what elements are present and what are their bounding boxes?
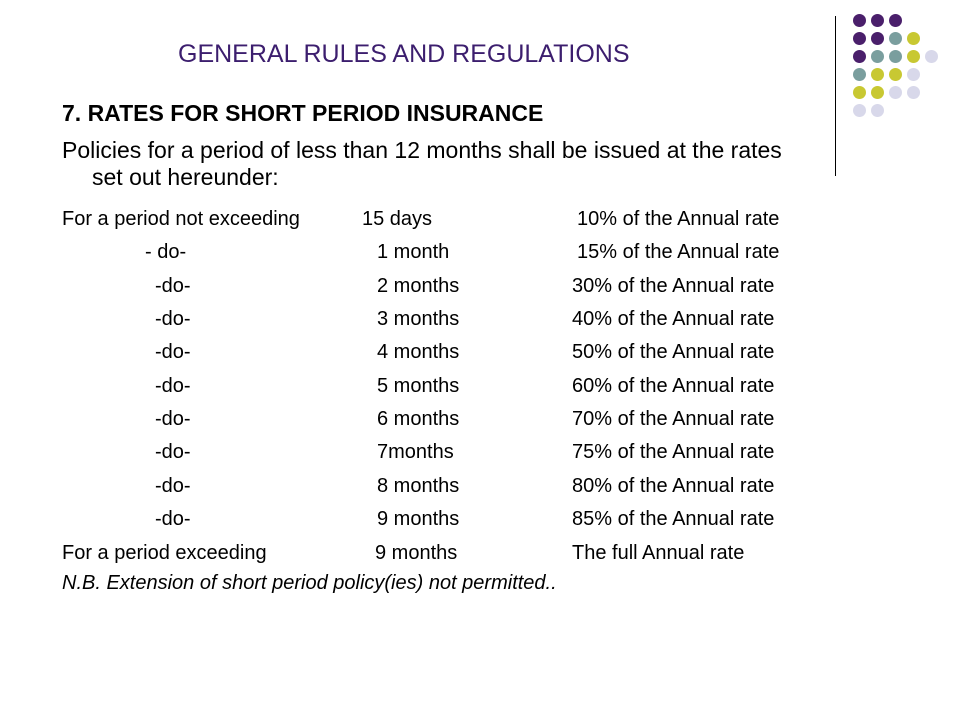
rate-period: 7months — [377, 441, 454, 463]
section-heading: 7. RATES FOR SHORT PERIOD INSURANCE — [62, 100, 544, 126]
rate-percentage: 15% of the Annual rate — [577, 241, 780, 263]
rate-condition: - do- — [145, 241, 187, 263]
rate-percentage: 30% of the Annual rate — [572, 275, 775, 297]
rate-period: 9 months — [375, 542, 458, 564]
intro-paragraph — [62, 137, 942, 191]
decorative-dot — [853, 104, 866, 117]
decorative-dot — [853, 50, 866, 63]
rate-period: 9 months — [377, 508, 460, 530]
decorative-dot — [871, 14, 884, 27]
decorative-dot — [871, 50, 884, 63]
rate-percentage: The full Annual rate — [572, 542, 745, 564]
rate-period: 2 months — [377, 275, 460, 297]
footnote: N.B. Extension of short period policy(ies) not permitted.. — [62, 572, 557, 594]
rate-percentage: 60% of the Annual rate — [572, 375, 775, 397]
decorative-dot — [853, 14, 866, 27]
decorative-dot — [853, 68, 866, 81]
rate-percentage: 85% of the Annual rate — [572, 508, 775, 530]
intro-line-2: set out hereunder: — [92, 164, 279, 190]
decorative-dot — [853, 32, 866, 45]
rate-condition: -do- — [155, 308, 191, 330]
rate-period: 1 month — [377, 241, 450, 263]
rate-condition: -do- — [155, 441, 191, 463]
decorative-dot — [925, 50, 938, 63]
rate-condition: -do- — [155, 508, 191, 530]
intro-line-1: Policies for a period of less than 12 months shall be issued at the rates — [62, 137, 782, 163]
rate-condition: -do- — [155, 375, 191, 397]
rate-condition: -do- — [155, 341, 191, 363]
rate-condition: -do- — [155, 408, 191, 430]
decorative-dot — [907, 32, 920, 45]
rate-percentage: 40% of the Annual rate — [572, 308, 775, 330]
rate-percentage: 70% of the Annual rate — [572, 408, 775, 430]
rate-percentage: 50% of the Annual rate — [572, 341, 775, 363]
rate-period: 8 months — [377, 475, 460, 497]
rate-condition: -do- — [155, 475, 191, 497]
rate-period: 3 months — [377, 308, 460, 330]
decorative-dot — [889, 68, 902, 81]
decorative-dot — [907, 68, 920, 81]
decorative-dot — [871, 32, 884, 45]
decorative-dot — [889, 14, 902, 27]
decorative-dot — [871, 86, 884, 99]
decorative-dot — [889, 32, 902, 45]
rate-percentage: 75% of the Annual rate — [572, 441, 775, 463]
rate-period: 15 days — [362, 208, 433, 230]
decorative-dot — [889, 50, 902, 63]
rate-condition: For a period exceeding — [62, 542, 267, 564]
decorative-dot — [889, 86, 902, 99]
decorative-dot — [871, 68, 884, 81]
rate-period: 5 months — [377, 375, 460, 397]
slide-title: GENERAL RULES AND REGULATIONS — [178, 40, 630, 68]
rate-period: 4 months — [377, 341, 460, 363]
rate-condition: -do- — [155, 275, 191, 297]
decorative-dot — [907, 50, 920, 63]
decorative-dot — [907, 86, 920, 99]
decorative-dot — [871, 104, 884, 117]
rate-percentage: 10% of the Annual rate — [577, 208, 780, 230]
rate-condition: For a period not exceeding — [62, 208, 300, 230]
decorative-dot — [853, 86, 866, 99]
rate-percentage: 80% of the Annual rate — [572, 475, 775, 497]
rate-period: 6 months — [377, 408, 460, 430]
